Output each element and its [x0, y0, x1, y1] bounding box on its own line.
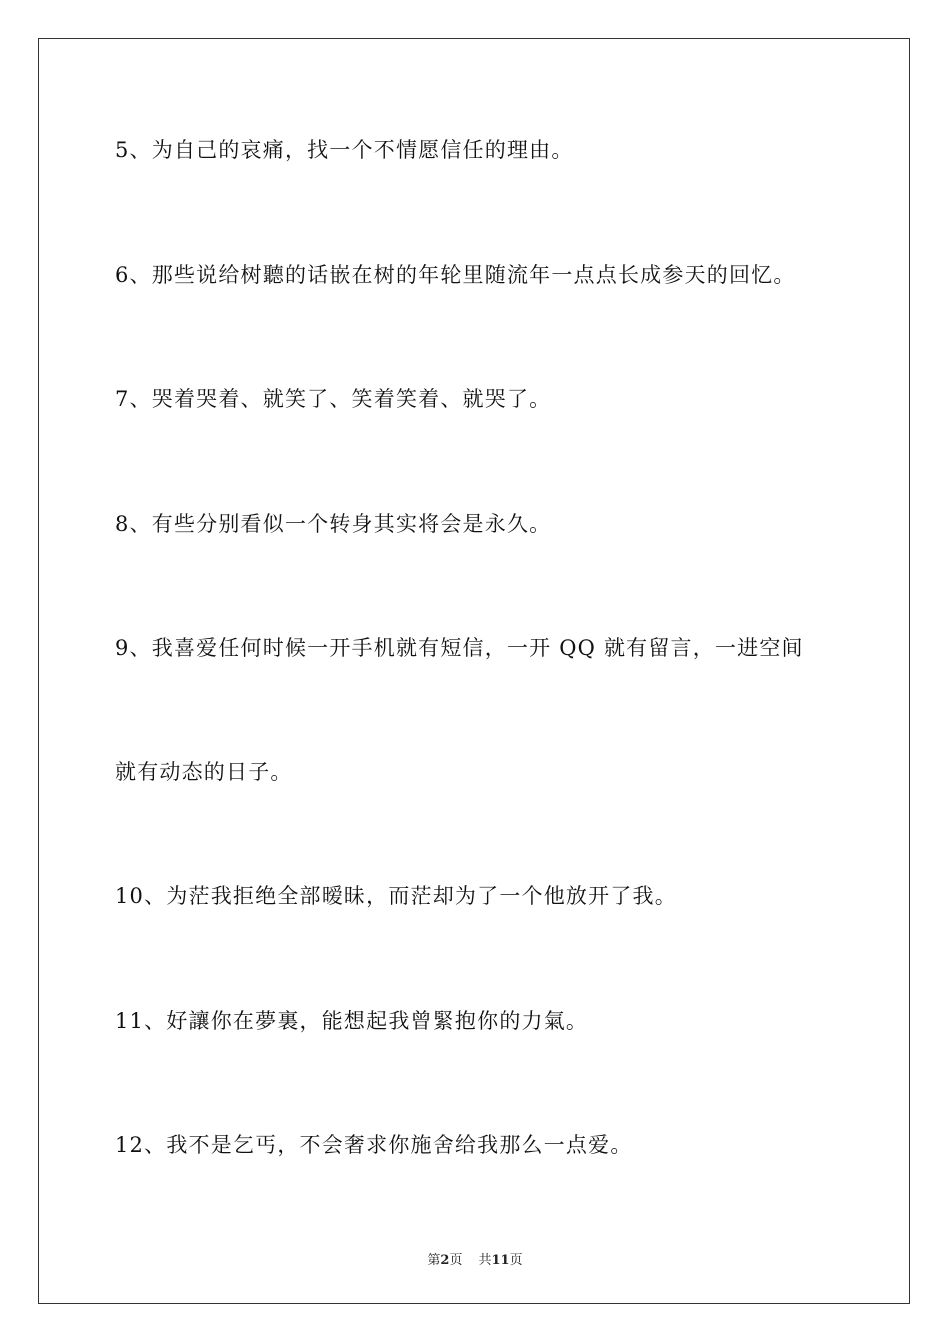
page-suffix: 页 — [449, 1253, 463, 1268]
text-line: 7、哭着哭着、就笑了、笑着笑着、就哭了。 — [115, 387, 552, 411]
text-line: 10、为茫我拒绝全部暧昧，而茫却为了一个他放开了我。 — [115, 884, 677, 908]
text-line: 8、有些分别看似一个转身其实将会是永久。 — [115, 512, 552, 536]
total-prefix: 共 — [478, 1253, 492, 1268]
page-prefix: 第 — [427, 1253, 441, 1268]
text-line: 就有动态的日子。 — [115, 760, 293, 784]
text-line: 5、为自己的哀痛，找一个不情愿信任的理由。 — [115, 138, 574, 162]
page-footer — [0, 1249, 950, 1268]
text-line: 11、好讓你在夢裏，能想起我曾緊抱你的力氣。 — [115, 1009, 589, 1033]
page-number: 2 — [440, 1253, 450, 1268]
text-line: 12、我不是乞丐，不会奢求你施舍给我那么一点爱。 — [115, 1133, 633, 1157]
page-border — [38, 38, 910, 1304]
total-pages: 11 — [491, 1253, 510, 1268]
text-line: 6、那些说给树聽的话嵌在树的年轮里随流年一点点长成参天的回忆。 — [115, 263, 796, 287]
total-suffix: 页 — [509, 1253, 523, 1268]
text-line: 9、我喜爱任何时候一开手机就有短信，一开 QQ 就有留言，一进空间 — [115, 636, 804, 660]
